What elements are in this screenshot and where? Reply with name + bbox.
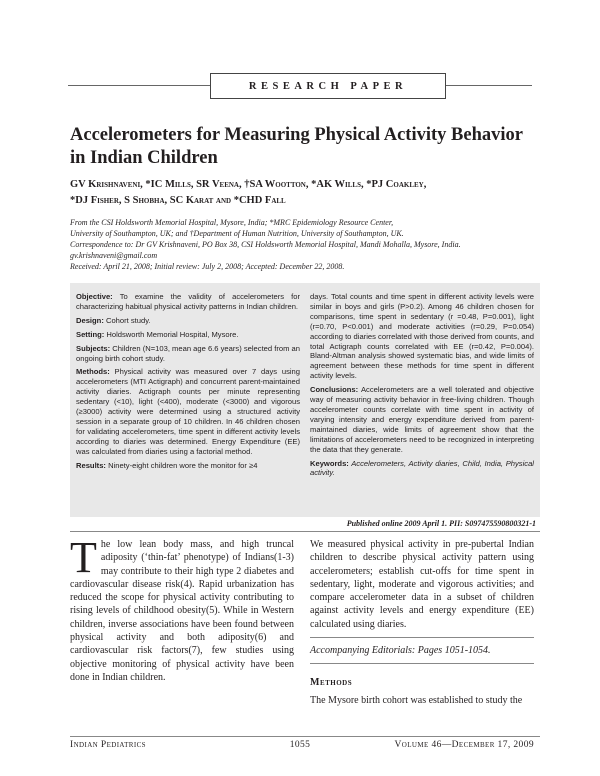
methods-paragraph: The Mysore birth cohort was established to study the xyxy=(310,694,523,706)
email-line: gv.krishnaveni@gmail.com xyxy=(70,251,158,260)
author-line: *DJ Fisher, S Shobha, SC Karat and *CHD Fall xyxy=(70,195,286,206)
abstract-right-column xyxy=(310,292,534,482)
divider xyxy=(310,637,534,638)
correspondence-line: Correspondence to: Dr GV Krishnaveni, PO Box 38, CSI Holdsworth Memorial Hospital, Mandi Mohalla, Mysore, India. xyxy=(70,240,461,249)
objective-label: Objective: xyxy=(76,292,113,301)
methods-label: Methods: xyxy=(76,367,110,377)
abstract-design: Design: Cohort study. xyxy=(76,315,151,325)
author-list xyxy=(70,177,540,209)
abstract-subjects: Subjects: Children (N=103, mean age 6.6 years) selected from an ongoing birth cohort study. xyxy=(76,343,300,363)
author-line: GV Krishnaveni, *IC Mills, SR Veena, †SA Wootton, *AK Wills, *PJ Coakley, xyxy=(70,179,427,190)
journal-name: Indian Pediatrics xyxy=(70,740,146,750)
article-title: Accelerometers for Measuring Physical Activity Behavior in Indian Children xyxy=(70,125,523,168)
affiliations xyxy=(70,217,540,272)
abstract-setting: Setting: Holdsworth Memorial Hospital, Mysore. xyxy=(76,329,239,339)
page-number: 1055 xyxy=(289,740,311,750)
abstract-box xyxy=(70,283,540,517)
setting-label: Setting: xyxy=(76,329,105,339)
received-dates: Received: April 21, 2008; Initial review: July 2, 2008; Accepted: December 22, 2008. xyxy=(70,262,345,271)
footer-rule xyxy=(70,736,540,737)
published-online: Published online 2009 April 1. PII: S097475590800321-1 xyxy=(346,519,536,528)
results-label: Results: xyxy=(76,460,106,470)
keywords-label: Keywords: xyxy=(310,458,349,468)
abstract-methods: Methods: Physical activity was measured over 7 days using accelerometers (MTI Actigraph) and concurrent parent-maintained activity diaries. Actigraph counts per minute representing sedentary (<10), light (<400), moderate (<3000) and vigorous (≥3000) activity were determined using a structured activity session in a separate group of 10 children. In 46 children chosen for validating accelerometers, time spent in different activity levels according to diaries was determined. Energy Expenditure (EE) was calculated from diaries using a factorial method. xyxy=(76,367,300,456)
body-right-column xyxy=(310,538,534,707)
abstract-left-column xyxy=(76,292,300,475)
abstract-results-continued: days. Total counts and time spent in different activity levels were similar in boys and girls (P>0.2). Among 46 children chosen for comparisons, time spent in sedentary (r =0.48, P=0.001), light (r=0.70, P<0.001) and moderate activities (r=0.29, P=0.054) according to diaries correlated with those derived from counts, and total Actigraph counts correlated with EE (r=0.42, P=0.004). Bland-Altman analysis showed systematic bias, and wide limits of agreement between these methods for time spent in different activity levels. xyxy=(310,292,534,381)
conclusions-label: Conclusions: xyxy=(310,385,359,395)
volume-date: Volume 46—December 17, 2009 xyxy=(394,740,534,750)
accompanying-editorials: Accompanying Editorials: Pages 1051-1054. xyxy=(310,645,491,657)
design-label: Design: xyxy=(76,315,104,325)
divider xyxy=(70,531,540,532)
divider xyxy=(310,663,534,664)
aims-paragraph: We measured physical activity in pre-pubertal Indian children to describe physical activity pattern using accelerometers; establish cut-offs for time spent in sedentary, light, moderate and vigorous activities; and compare accelerometer data in a subset of children against activity levels and energy expenditure (EE) calculated using diaries. xyxy=(310,539,534,630)
section-label: RESEARCH PAPER xyxy=(210,73,446,99)
drop-cap: T xyxy=(70,533,97,582)
abstract-keywords: Keywords: Accelerometers, Activity diaries, Child, India, Physical activity. xyxy=(310,458,534,478)
abstract-conclusions: Conclusions: Accelerometers are a well tolerated and objective way of measuring activity behavior in free-living children. Though accelerometer counts correlate with time spent in activity of varying intensity and energy expenditure derived from parent-maintained diaries, wide limits of agreement show that the limitations of accelerometers need to be recognized in interpreting the data that they generate. xyxy=(310,385,534,454)
methods-heading: Methods xyxy=(310,677,353,689)
intro-paragraph: The low lean body mass, and high truncal adiposity (‘thin-fat’ phenotype) of Indians(1-3) may contribute to their high type 2 diabetes and cardiovascular disease risk(4). Rapid urbanization has reduced the scope for physical activity contributing to rising levels of childhood obesity(5). While in Western children, inverse associations have been found between physical activity and both adiposity(6) and cardiovascular risk factors(7), few studies using objective monitoring of physical activity have been done in Indian children. xyxy=(70,533,294,683)
abstract-results: Results: Ninety-eight children wore the monitor for ≥4 xyxy=(76,460,258,470)
body-left-column xyxy=(70,533,294,684)
abstract-objective: Objective: To examine the validity of accelerometers for characterizing habitual physical activity patterns in Indian children. xyxy=(76,292,300,311)
affiliation-line: From the CSI Holdsworth Memorial Hospital, Mysore, India; *MRC Epidemiology Resource Center, xyxy=(70,218,394,227)
affiliation-line: University of Southampton, UK; and †Department of Human Nutrition, University of Southampton, UK. xyxy=(70,229,404,238)
subjects-label: Subjects: xyxy=(76,343,111,353)
